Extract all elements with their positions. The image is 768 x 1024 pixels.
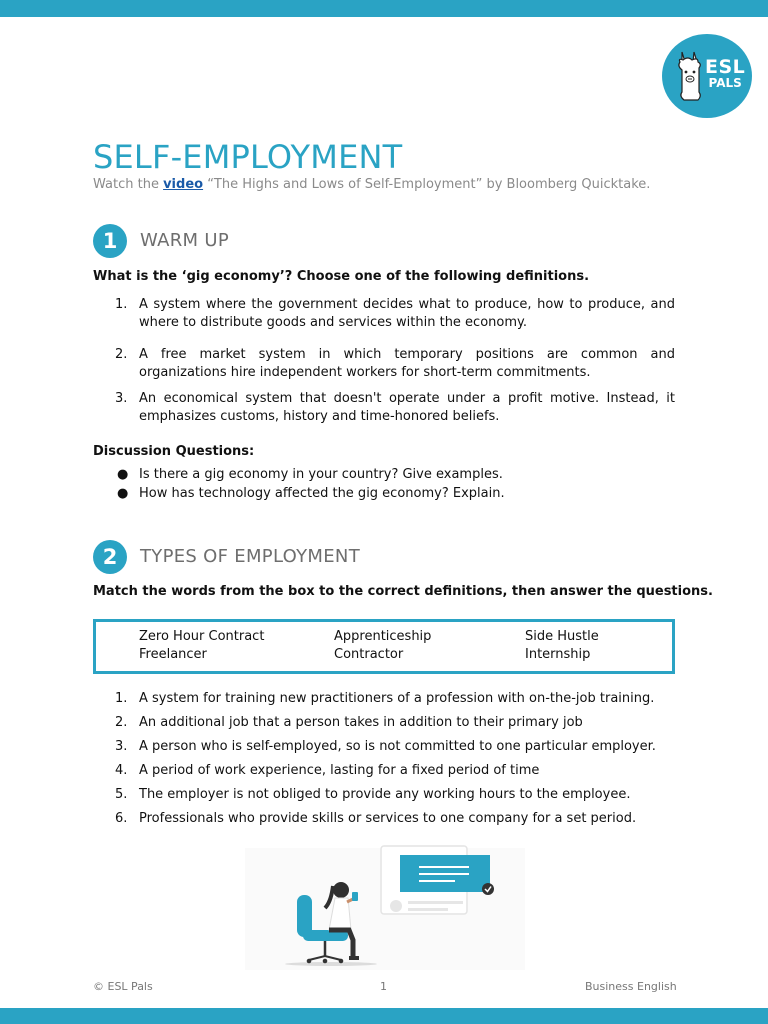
section-2-heading: TYPES OF EMPLOYMENT bbox=[140, 546, 360, 567]
discussion-title: Discussion Questions: bbox=[93, 444, 255, 459]
footer-course-label: Business English bbox=[585, 980, 677, 993]
definition-text: A system where the government decides what to produce, how to produce, and where to distribute goods and services within the economy. bbox=[139, 297, 675, 330]
item-text: An additional job that a person takes in addition to their primary job bbox=[139, 715, 583, 730]
warmup-question: What is the ‘gig economy’? Choose one of the following definitions. bbox=[93, 269, 590, 284]
word-apprenticeship: Apprenticeship bbox=[334, 629, 432, 644]
definition-text: A free market system in which temporary positions are common and organizations hire independent workers for short-term commitments. bbox=[139, 347, 675, 380]
logo-text-esl: ESL bbox=[705, 56, 746, 78]
item-number: 3. bbox=[115, 739, 128, 754]
video-link[interactable]: video bbox=[163, 177, 204, 192]
item-text: A person who is self-employed, so is not committed to one particular employer. bbox=[139, 739, 656, 754]
item-number: 6. bbox=[115, 811, 128, 826]
word-internship: Internship bbox=[525, 647, 591, 662]
definition-number: 1. bbox=[115, 297, 128, 312]
discussion-text: Is there a gig economy in your country? Give examples. bbox=[139, 467, 503, 482]
definition-item bbox=[115, 296, 675, 332]
item-text: A system for training new practitioners of a profession with on-the-job training. bbox=[139, 691, 655, 706]
bullet-icon: ● bbox=[117, 486, 129, 501]
bottom-accent-bar bbox=[0, 1008, 768, 1024]
matching-item bbox=[115, 763, 539, 778]
discussion-question bbox=[115, 486, 505, 501]
section-2-number-badge: 2 bbox=[93, 540, 127, 574]
definition-number: 3. bbox=[115, 391, 128, 406]
word-zero-hour-contract: Zero Hour Contract bbox=[139, 629, 265, 644]
subtitle-before: Watch the bbox=[93, 177, 164, 192]
item-text: A period of work experience, lasting for a fixed period of time bbox=[139, 763, 540, 778]
matching-item bbox=[115, 787, 630, 802]
matching-instruction: Match the words from the box to the correct definitions, then answer the questions. bbox=[93, 584, 713, 599]
section-1-number-badge: 1 bbox=[93, 224, 127, 258]
discussion-text: How has technology affected the gig economy? Explain. bbox=[139, 486, 505, 501]
definition-item bbox=[115, 390, 675, 426]
discussion-question bbox=[115, 467, 503, 482]
esl-pals-logo bbox=[662, 34, 752, 118]
matching-item bbox=[115, 739, 656, 754]
item-number: 5. bbox=[115, 787, 128, 802]
footer-copyright: © ESL Pals bbox=[93, 980, 153, 993]
llama-logo-icon bbox=[674, 48, 708, 106]
definition-text: An economical system that doesn't operate under a profit motive. Instead, it emphasizes customs, history and time-honored beliefs. bbox=[139, 391, 675, 424]
item-text: Professionals who provide skills or services to one company for a set period. bbox=[139, 811, 637, 826]
bullet-icon: ● bbox=[117, 467, 129, 482]
subtitle bbox=[93, 177, 650, 192]
word-freelancer: Freelancer bbox=[139, 647, 207, 662]
matching-item bbox=[115, 691, 654, 706]
item-number: 1. bbox=[115, 691, 128, 706]
definition-item bbox=[115, 346, 675, 382]
check-badge-icon bbox=[482, 883, 494, 895]
top-accent-bar bbox=[0, 0, 768, 17]
definition-number: 2. bbox=[115, 347, 128, 362]
item-number: 2. bbox=[115, 715, 128, 730]
item-text: The employer is not obliged to provide any working hours to the employee. bbox=[139, 787, 631, 802]
word-contractor: Contractor bbox=[334, 647, 404, 662]
subtitle-after: “The Highs and Lows of Self-Employment” by Bloomberg Quicktake. bbox=[203, 177, 651, 192]
logo-text-pals: PALS bbox=[708, 76, 742, 90]
matching-item bbox=[115, 715, 583, 730]
section-1-heading: WARM UP bbox=[140, 230, 230, 251]
footer-page-number: 1 bbox=[380, 980, 387, 993]
page-title: SELF-EMPLOYMENT bbox=[93, 138, 403, 176]
word-side-hustle: Side Hustle bbox=[525, 629, 599, 644]
person-on-chair-illustration bbox=[245, 840, 525, 970]
item-number: 4. bbox=[115, 763, 128, 778]
matching-item bbox=[115, 811, 636, 826]
word-box bbox=[93, 619, 675, 674]
